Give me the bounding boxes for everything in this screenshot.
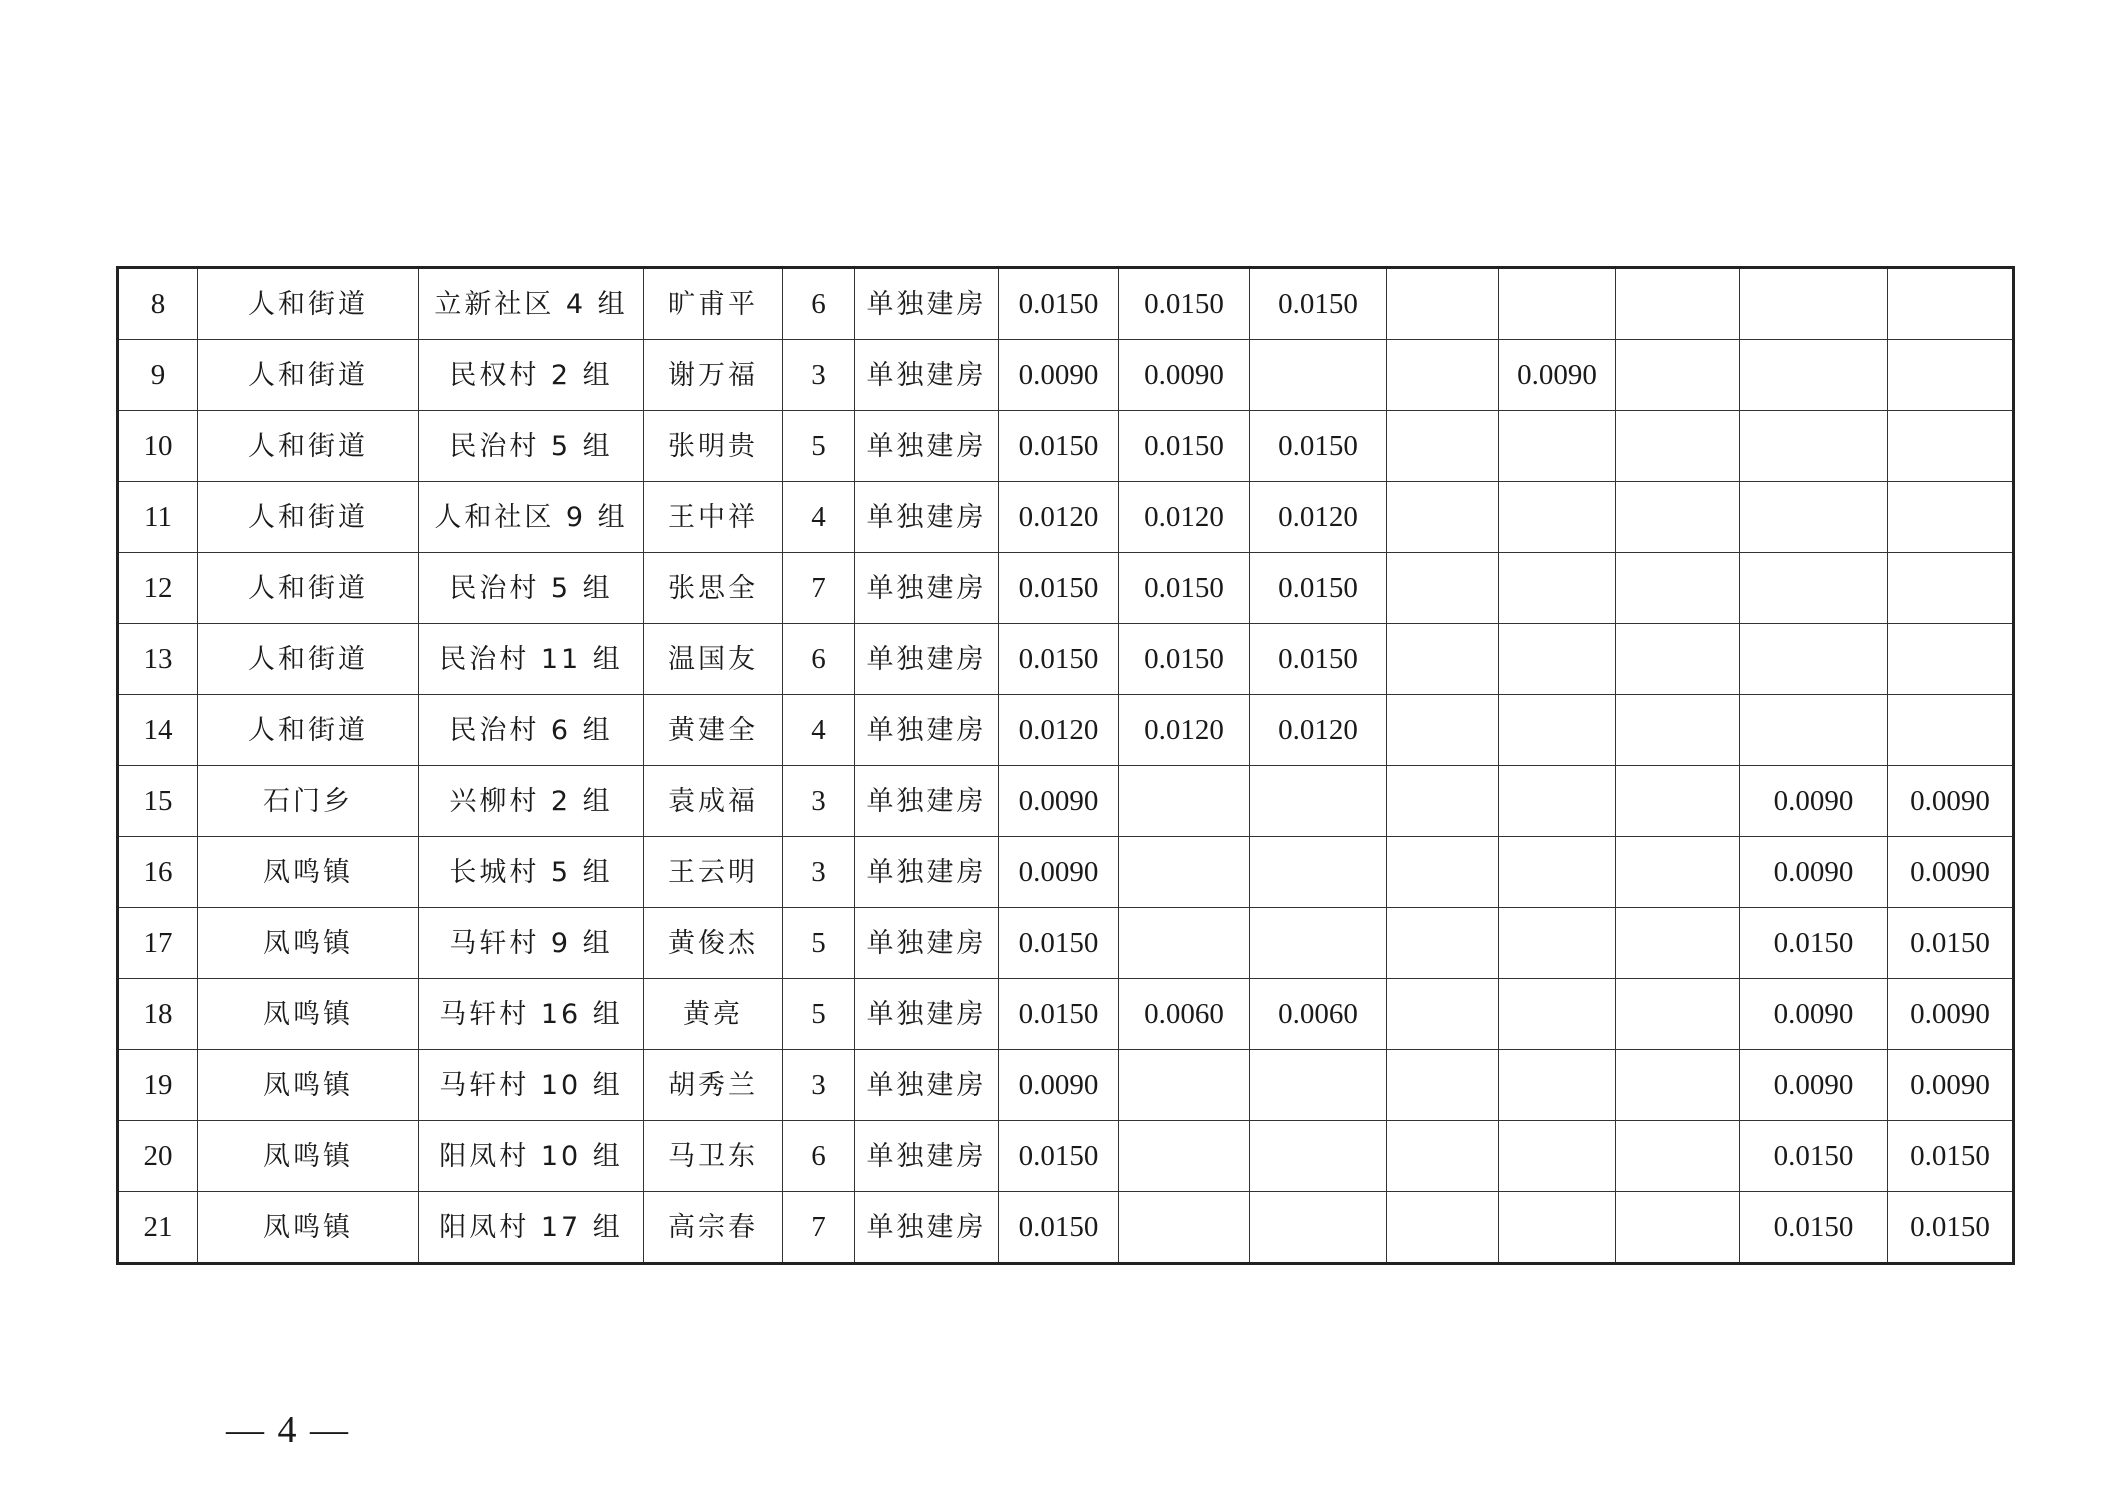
cell-area-f: 0.0090 [1740, 837, 1888, 908]
cell-household-size: 6 [783, 624, 855, 695]
cell-area-b [1250, 340, 1387, 411]
cell-township: 人和街道 [198, 624, 419, 695]
cell-village-group: 民治村 5 组 [419, 411, 644, 482]
cell-household-size: 5 [783, 411, 855, 482]
cell-area-g [1888, 268, 2014, 340]
cell-area-a: 0.0150 [1119, 553, 1250, 624]
cell-area-b: 0.0150 [1250, 553, 1387, 624]
cell-construction-type: 单独建房 [855, 1121, 999, 1192]
cell-area-e [1616, 1192, 1740, 1264]
cell-household-size: 3 [783, 340, 855, 411]
cell-construction-type: 单独建房 [855, 695, 999, 766]
cell-area-d [1499, 482, 1616, 553]
cell-area-d [1499, 1192, 1616, 1264]
cell-household-size: 7 [783, 553, 855, 624]
cell-village-group: 兴柳村 2 组 [419, 766, 644, 837]
cell-total-area: 0.0150 [999, 553, 1119, 624]
table-body [118, 268, 2014, 1264]
cell-area-e [1616, 624, 1740, 695]
cell-area-d [1499, 624, 1616, 695]
cell-area-a: 0.0090 [1119, 340, 1250, 411]
cell-construction-type: 单独建房 [855, 411, 999, 482]
cell-applicant: 黄建全 [644, 695, 783, 766]
table-row [118, 553, 2014, 624]
cell-township: 石门乡 [198, 766, 419, 837]
cell-area-c [1387, 411, 1499, 482]
cell-area-f: 0.0150 [1740, 1121, 1888, 1192]
cell-area-d [1499, 695, 1616, 766]
cell-area-d [1499, 268, 1616, 340]
cell-total-area: 0.0090 [999, 766, 1119, 837]
cell-total-area: 0.0120 [999, 482, 1119, 553]
cell-construction-type: 单独建房 [855, 766, 999, 837]
cell-area-g: 0.0150 [1888, 1121, 2014, 1192]
cell-township: 凤鸣镇 [198, 908, 419, 979]
cell-township: 凤鸣镇 [198, 1121, 419, 1192]
cell-area-e [1616, 268, 1740, 340]
cell-total-area: 0.0090 [999, 340, 1119, 411]
cell-applicant: 黄亮 [644, 979, 783, 1050]
cell-index: 8 [118, 268, 198, 340]
table-row [118, 1192, 2014, 1264]
cell-area-e [1616, 908, 1740, 979]
cell-township: 人和街道 [198, 482, 419, 553]
cell-village-group: 民权村 2 组 [419, 340, 644, 411]
cell-construction-type: 单独建房 [855, 979, 999, 1050]
table-row [118, 624, 2014, 695]
cell-household-size: 6 [783, 268, 855, 340]
table-row [118, 979, 2014, 1050]
cell-household-size: 3 [783, 766, 855, 837]
table-row [118, 837, 2014, 908]
cell-area-a: 0.0150 [1119, 624, 1250, 695]
cell-area-f [1740, 624, 1888, 695]
cell-village-group: 长城村 5 组 [419, 837, 644, 908]
cell-household-size: 7 [783, 1192, 855, 1264]
cell-total-area: 0.0150 [999, 979, 1119, 1050]
cell-index: 12 [118, 553, 198, 624]
table-row [118, 482, 2014, 553]
cell-area-b: 0.0150 [1250, 624, 1387, 695]
cell-village-group: 民治村 5 组 [419, 553, 644, 624]
cell-area-a [1119, 1050, 1250, 1121]
cell-area-g [1888, 553, 2014, 624]
cell-area-a [1119, 837, 1250, 908]
cell-area-c [1387, 482, 1499, 553]
cell-township: 人和街道 [198, 340, 419, 411]
cell-construction-type: 单独建房 [855, 268, 999, 340]
cell-index: 20 [118, 1121, 198, 1192]
cell-area-g [1888, 411, 2014, 482]
cell-index: 14 [118, 695, 198, 766]
cell-index: 15 [118, 766, 198, 837]
cell-construction-type: 单独建房 [855, 908, 999, 979]
cell-area-f: 0.0090 [1740, 1050, 1888, 1121]
cell-township: 人和街道 [198, 553, 419, 624]
cell-total-area: 0.0090 [999, 837, 1119, 908]
cell-area-d: 0.0090 [1499, 340, 1616, 411]
table-row [118, 766, 2014, 837]
cell-area-c [1387, 1121, 1499, 1192]
table-row [118, 695, 2014, 766]
cell-area-c [1387, 1050, 1499, 1121]
cell-construction-type: 单独建房 [855, 1192, 999, 1264]
cell-area-e [1616, 1050, 1740, 1121]
cell-area-a: 0.0150 [1119, 268, 1250, 340]
cell-area-c [1387, 553, 1499, 624]
cell-area-g: 0.0150 [1888, 908, 2014, 979]
cell-area-d [1499, 908, 1616, 979]
cell-construction-type: 单独建房 [855, 624, 999, 695]
cell-area-c [1387, 908, 1499, 979]
cell-area-c [1387, 695, 1499, 766]
cell-area-f: 0.0150 [1740, 1192, 1888, 1264]
cell-area-f [1740, 553, 1888, 624]
cell-area-f [1740, 340, 1888, 411]
cell-total-area: 0.0150 [999, 908, 1119, 979]
cell-area-a: 0.0150 [1119, 411, 1250, 482]
cell-applicant: 张明贵 [644, 411, 783, 482]
page-number: — 4 — [226, 1409, 350, 1451]
cell-household-size: 5 [783, 908, 855, 979]
cell-township: 人和街道 [198, 268, 419, 340]
cell-area-d [1499, 411, 1616, 482]
cell-area-c [1387, 837, 1499, 908]
cell-area-f: 0.0090 [1740, 979, 1888, 1050]
cell-total-area: 0.0150 [999, 411, 1119, 482]
cell-index: 17 [118, 908, 198, 979]
cell-area-a: 0.0120 [1119, 695, 1250, 766]
cell-area-b [1250, 1192, 1387, 1264]
table-row [118, 1050, 2014, 1121]
cell-village-group: 人和社区 9 组 [419, 482, 644, 553]
cell-village-group: 民治村 6 组 [419, 695, 644, 766]
cell-area-e [1616, 553, 1740, 624]
cell-applicant: 王中祥 [644, 482, 783, 553]
cell-area-g [1888, 340, 2014, 411]
cell-area-e [1616, 766, 1740, 837]
cell-area-b [1250, 908, 1387, 979]
cell-construction-type: 单独建房 [855, 340, 999, 411]
cell-township: 凤鸣镇 [198, 837, 419, 908]
cell-applicant: 张思全 [644, 553, 783, 624]
cell-area-b: 0.0120 [1250, 482, 1387, 553]
table-row [118, 1121, 2014, 1192]
land-use-table [116, 266, 2015, 1265]
cell-area-f: 0.0150 [1740, 908, 1888, 979]
cell-area-a: 0.0120 [1119, 482, 1250, 553]
cell-village-group: 阳凤村 10 组 [419, 1121, 644, 1192]
cell-area-g [1888, 482, 2014, 553]
table-row [118, 411, 2014, 482]
cell-total-area: 0.0150 [999, 268, 1119, 340]
table-row [118, 908, 2014, 979]
cell-township: 凤鸣镇 [198, 1192, 419, 1264]
cell-area-c [1387, 268, 1499, 340]
cell-total-area: 0.0090 [999, 1050, 1119, 1121]
cell-applicant: 黄俊杰 [644, 908, 783, 979]
cell-area-c [1387, 979, 1499, 1050]
cell-township: 凤鸣镇 [198, 979, 419, 1050]
cell-area-f: 0.0090 [1740, 766, 1888, 837]
cell-village-group: 立新社区 4 组 [419, 268, 644, 340]
cell-area-b [1250, 1050, 1387, 1121]
cell-applicant: 马卫东 [644, 1121, 783, 1192]
cell-area-f [1740, 482, 1888, 553]
cell-area-g: 0.0090 [1888, 1050, 2014, 1121]
cell-area-g: 0.0150 [1888, 1192, 2014, 1264]
cell-applicant: 温国友 [644, 624, 783, 695]
cell-applicant: 谢万福 [644, 340, 783, 411]
cell-area-a [1119, 766, 1250, 837]
cell-village-group: 马轩村 9 组 [419, 908, 644, 979]
cell-index: 10 [118, 411, 198, 482]
cell-area-a [1119, 1192, 1250, 1264]
cell-area-d [1499, 1121, 1616, 1192]
cell-area-g [1888, 624, 2014, 695]
cell-household-size: 4 [783, 482, 855, 553]
cell-area-b [1250, 766, 1387, 837]
cell-village-group: 阳凤村 17 组 [419, 1192, 644, 1264]
cell-area-d [1499, 1050, 1616, 1121]
cell-construction-type: 单独建房 [855, 1050, 999, 1121]
cell-area-d [1499, 837, 1616, 908]
cell-area-e [1616, 979, 1740, 1050]
table-row [118, 340, 2014, 411]
cell-area-d [1499, 979, 1616, 1050]
cell-household-size: 3 [783, 837, 855, 908]
cell-total-area: 0.0150 [999, 1121, 1119, 1192]
cell-village-group: 民治村 11 组 [419, 624, 644, 695]
cell-township: 人和街道 [198, 695, 419, 766]
cell-area-c [1387, 1192, 1499, 1264]
cell-applicant: 胡秀兰 [644, 1050, 783, 1121]
cell-area-c [1387, 340, 1499, 411]
cell-area-c [1387, 766, 1499, 837]
cell-area-f [1740, 695, 1888, 766]
cell-applicant: 王云明 [644, 837, 783, 908]
cell-village-group: 马轩村 10 组 [419, 1050, 644, 1121]
cell-area-g: 0.0090 [1888, 837, 2014, 908]
cell-area-f [1740, 268, 1888, 340]
cell-index: 21 [118, 1192, 198, 1264]
cell-area-g [1888, 695, 2014, 766]
cell-index: 13 [118, 624, 198, 695]
cell-area-d [1499, 553, 1616, 624]
cell-area-f [1740, 411, 1888, 482]
cell-area-g: 0.0090 [1888, 979, 2014, 1050]
cell-construction-type: 单独建房 [855, 553, 999, 624]
cell-index: 16 [118, 837, 198, 908]
cell-index: 19 [118, 1050, 198, 1121]
cell-area-a [1119, 908, 1250, 979]
cell-construction-type: 单独建房 [855, 837, 999, 908]
cell-township: 凤鸣镇 [198, 1050, 419, 1121]
cell-area-e [1616, 695, 1740, 766]
cell-index: 9 [118, 340, 198, 411]
cell-applicant: 高宗春 [644, 1192, 783, 1264]
cell-household-size: 4 [783, 695, 855, 766]
cell-area-b [1250, 837, 1387, 908]
cell-area-e [1616, 340, 1740, 411]
cell-area-e [1616, 411, 1740, 482]
cell-area-a [1119, 1121, 1250, 1192]
cell-total-area: 0.0150 [999, 624, 1119, 695]
cell-area-e [1616, 482, 1740, 553]
cell-area-b: 0.0120 [1250, 695, 1387, 766]
cell-area-a: 0.0060 [1119, 979, 1250, 1050]
cell-area-d [1499, 766, 1616, 837]
cell-area-e [1616, 837, 1740, 908]
cell-area-b: 0.0060 [1250, 979, 1387, 1050]
cell-area-c [1387, 624, 1499, 695]
cell-index: 18 [118, 979, 198, 1050]
cell-township: 人和街道 [198, 411, 419, 482]
cell-applicant: 旷甫平 [644, 268, 783, 340]
cell-area-b: 0.0150 [1250, 268, 1387, 340]
cell-area-b: 0.0150 [1250, 411, 1387, 482]
cell-total-area: 0.0150 [999, 1192, 1119, 1264]
cell-area-g: 0.0090 [1888, 766, 2014, 837]
cell-household-size: 6 [783, 1121, 855, 1192]
cell-index: 11 [118, 482, 198, 553]
table-row [118, 268, 2014, 340]
cell-area-b [1250, 1121, 1387, 1192]
cell-village-group: 马轩村 16 组 [419, 979, 644, 1050]
cell-total-area: 0.0120 [999, 695, 1119, 766]
cell-area-e [1616, 1121, 1740, 1192]
cell-household-size: 3 [783, 1050, 855, 1121]
cell-construction-type: 单独建房 [855, 482, 999, 553]
cell-applicant: 袁成福 [644, 766, 783, 837]
cell-household-size: 5 [783, 979, 855, 1050]
